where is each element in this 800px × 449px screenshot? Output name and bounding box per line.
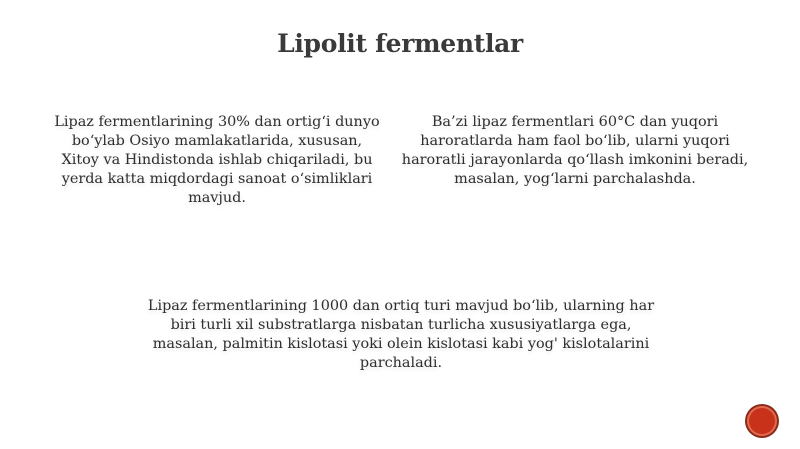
text-block-left: Lipaz fermentlarining 30% dan ortig‘i dunyo bo‘ylab Osiyo mamlakatlarida, xususan, Xitoy va Hindistonda ishlab chiqariladi, bu yerda katta miqdordagi sanoat o‘simliklari mavjud. (54, 114, 380, 206)
text-block-bottom: Lipaz fermentlarining 1000 dan ortiq turi mavjud bo‘lib, ularning har biri turli xil substratlarga nisbatan turlicha xususiyatlarga ega, masalan, palmitin kislotasi yoki olein kislotasi kabi yog' kislotalarini parchaladi. (147, 298, 655, 371)
slide-title: Lipolit fermentlar (277, 29, 523, 58)
circle-button-icon[interactable] (747, 406, 777, 436)
text-block-right: Ba’zi lipaz fermentlari 60°C dan yuqori haroratlarda ham faol bo‘lib, ularni yuqori haroratli jarayonlarda qo‘llash imkonini beradi, masalan, yog‘larni parchalashda. (401, 114, 749, 187)
